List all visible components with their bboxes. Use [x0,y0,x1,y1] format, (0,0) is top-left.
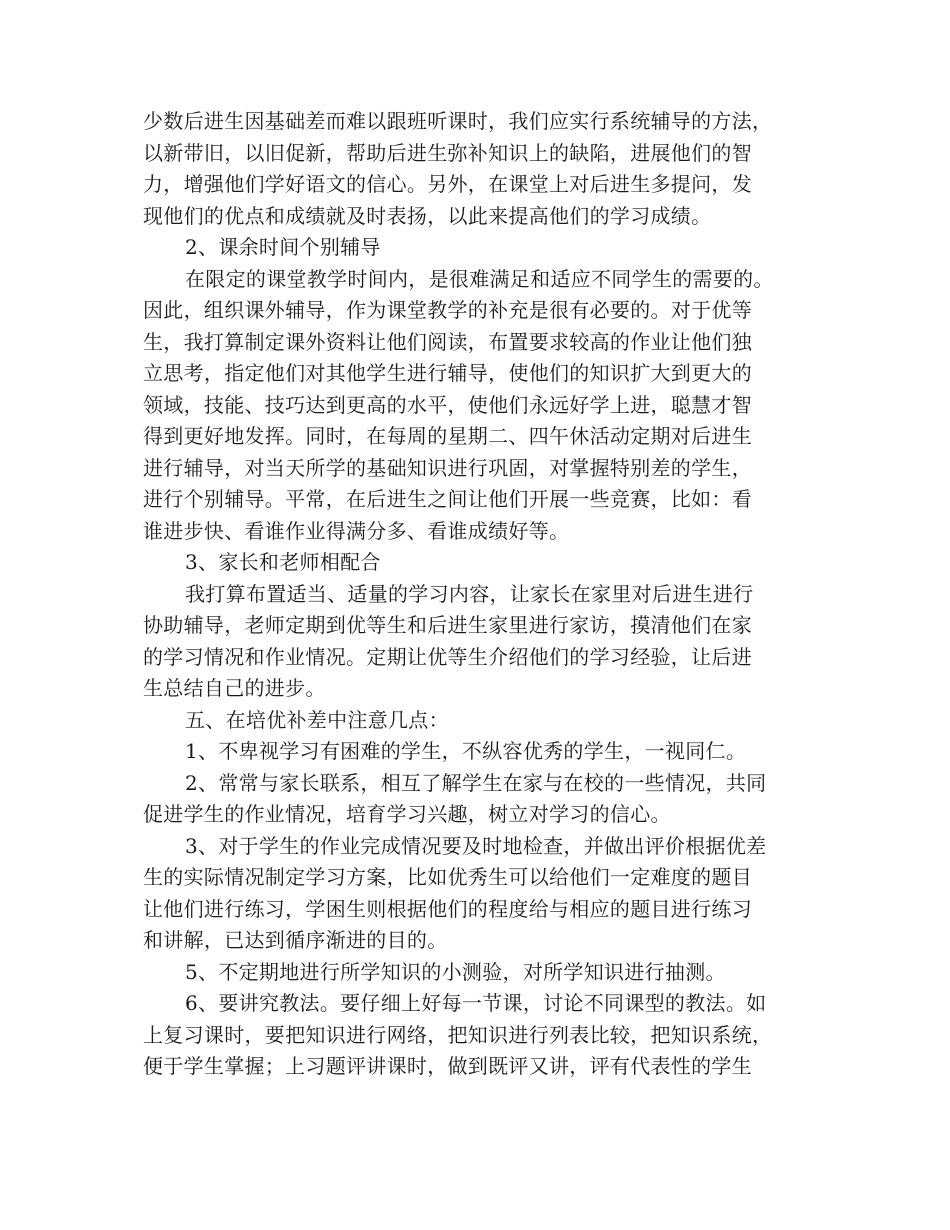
text-line: 协助辅导，老师定期到优等生和后进生家里进行家访，摸清他们在家 [143,613,752,637]
text-line: 让他们进行练习，学困生则根据他们的程度给与相应的题目进行练习 [143,896,752,921]
text-line: 促进学生的作业情况，培育学习兴趣，树立对学习的信心。 [143,802,671,826]
text-line: 力，增强他们学好语文的信心。另外，在课堂上对后进生多提问，发 [143,172,752,196]
text-line: 和讲解，已达到循序渐进的目的。 [143,928,448,952]
text-line: 3、家长和老师相配合 [185,550,381,574]
text-line: 上复习课时，要把知识进行网络，把知识进行列表比较，把知识系统， [143,1022,773,1047]
text-line: 生，我打算制定课外资料让他们阅读，布置要求较高的作业让他们独 [143,329,752,354]
text-line: 6、要讲究教法。要仔细上好每一节课，讨论不同课型的教法。如 [185,991,767,1015]
text-line: 1、不卑视学习有困难的学生，不纵容优秀的学生，一视同仁。 [185,739,747,763]
text-line: 在限定的课堂教学时间内，是很难满足和适应不同学生的需要的。 [185,266,774,291]
text-line: 领域，技能、技巧达到更高的水平，使他们永远好学上进，聪慧才智 [143,392,752,417]
text-line: 的学习情况和作业情况。定期让优等生介绍他们的学习经验，让后进 [143,644,752,669]
text-line: 现他们的优点和成绩就及时表扬，以此来提高他们的学习成绩。 [143,203,712,228]
text-line: 2、课余时间个别辅导 [185,235,381,259]
text-line: 谁进步快、看谁作业得满分多、看谁成绩好等。 [143,518,570,543]
text-line: 以新带旧，以旧促新，帮助后进生弥补知识上的缺陷，进展他们的智 [143,140,752,165]
text-line: 进行个别辅导。平常，在后进生之间让他们开展一些竞赛，比如：看 [143,487,752,511]
text-line: 我打算布置适当、适量的学习内容，让家长在家里对后进生进行 [185,581,754,606]
text-line: 少数后进生因基础差而难以跟班听课时，我们应实行系统辅导的方法， [143,109,773,133]
text-line: 2、常常与家长联系，相互了解学生在家与在校的一些情况，共同 [185,770,767,795]
text-line: 生总结自己的进步。 [143,676,326,700]
text-line: 5、不定期地进行所学知识的小测验，对所学知识进行抽测。 [185,959,726,984]
text-line: 因此，组织课外辅导，作为课堂教学的补充是很有必要的。对于优等 [143,298,752,322]
text-line: 生的实际情况制定学习方案，比如优秀生可以给他们一定难度的题目 [143,865,752,889]
text-line: 3、对于学生的作业完成情况要及时地检查，并做出评价根据优差 [185,833,767,858]
text-line: 立思考，指定他们对其他学生进行辅导，使他们的知识扩大到更大的 [143,361,752,385]
text-line: 便于学生掌握；上习题评讲课时，做到既评又讲，评有代表性的学生 [143,1054,752,1078]
text-line: 五、在培优补差中注意几点： [185,707,449,732]
text-line: 得到更好地发挥。同时，在每周的星期二、四午休活动定期对后进生 [143,424,752,448]
text-line: 进行辅导，对当天所学的基础知识进行巩固，对掌握特别差的学生， [143,455,752,480]
document-body [143,106,813,1083]
